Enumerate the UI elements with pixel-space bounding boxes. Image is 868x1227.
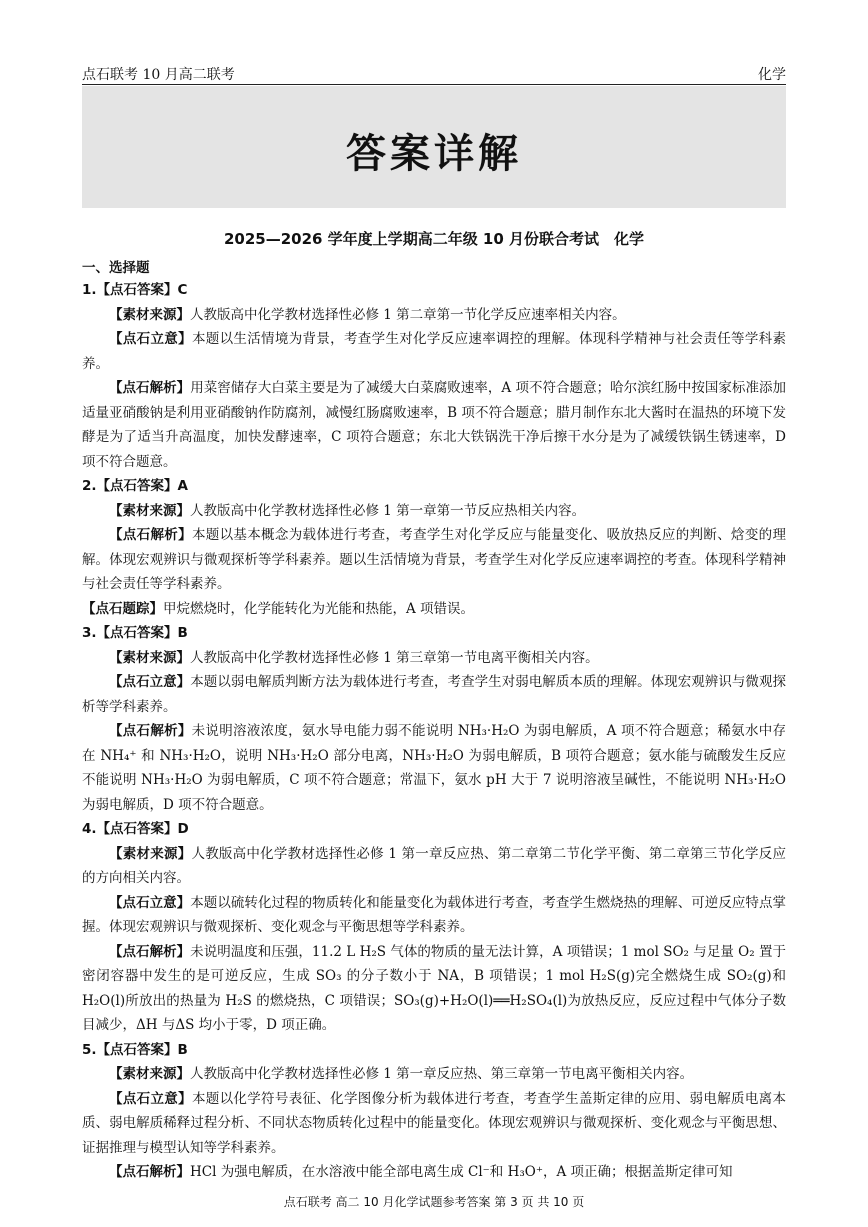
- paragraph-tag: 【点石立意】: [109, 674, 191, 690]
- paragraph-tag: 【素材来源】: [109, 845, 192, 862]
- exam-title: 2025—2026 学年度上学期高二年级 10 月份联合考试 化学: [223, 230, 645, 248]
- explanation-paragraph: [82, 670, 786, 719]
- page-footer: 点石联考 高二 10 月化学试题参考答案 第 3 页 共 10 页: [283, 1195, 585, 1209]
- explanation-paragraph: [82, 1160, 786, 1185]
- paragraph-tag: 【素材来源】: [109, 502, 190, 519]
- question-block: [82, 278, 786, 474]
- paragraph-text: 人教版高中化学教材选择性必修 1 第二章第一节化学反应速率相关内容。: [190, 306, 626, 323]
- paragraph-tag: 【点石立意】: [109, 894, 191, 911]
- question-block: [82, 817, 786, 1038]
- page-header: [82, 62, 786, 85]
- paragraph-text: 本题以化学符号表征、化学图像分析为载体进行考查，考查学生盖斯定律的应用、弱电解质电离本质、弱电解质稀释过程分析、不同状态物质转化过程中的能量变化。体现宏观辨识与微观探析、变化观念与平衡思想、证据推理与模型认知等学科素养。: [82, 1090, 786, 1156]
- paragraph-tag: 【点石解析】: [109, 943, 191, 960]
- paragraph-tag: 【点石题踪】: [82, 600, 163, 617]
- paragraph-tag: 【素材来源】: [109, 306, 190, 323]
- explanation-paragraph: [82, 523, 786, 597]
- paragraph-text: 未说明温度和压强，11.2 L H₂S 气体的物质的量无法计算，A 项错误；1 mol SO₂ 与足量 O₂ 置于密闭容器中发生的是可逆反应，生成 SO₃ 的分子数小于 NA，B 项错误；1 mol H₂S(g)完全燃烧生成 SO₂(g)和 H₂O(l)所放出的热量为 H₂S 的燃烧热，C 项错误；SO₃(g)+H₂O(l)══H₂SO₄(l)为放热反应，反应过程中气体分子数目减少，ΔH 与ΔS 均小于零，D 项正确。: [82, 943, 787, 1033]
- paragraph-tag: 【点石解析】: [109, 527, 192, 543]
- paragraph-text: 用菜窖储存大白菜主要是为了减缓大白菜腐败速率，A 项不符合题意；哈尔滨红肠中按国家标准添加适量亚硝酸钠是利用亚硝酸钠作防腐剂，减慢红肠腐败速率，B 项不符合题意；腊月制作东北大酱时在温热的环境下发酵是为了适当升高温度，加快发酵速率，C 项符合题意；东北大铁锅洗干净后擦干水分是为了减缓铁锅生锈速率，D 项不符合题意。: [82, 380, 787, 470]
- explanation-paragraph: [82, 1062, 786, 1087]
- explanation-paragraph: [82, 940, 786, 1038]
- paragraph-tag: 【点石立意】: [109, 1090, 192, 1107]
- paragraph-tag: 【点石解析】: [109, 723, 192, 739]
- paragraph-tag: 【点石立意】: [109, 331, 192, 347]
- paragraph-tag: 【点石解析】: [109, 380, 191, 396]
- question-answer-heading: 4.【点石答案】D: [82, 821, 189, 837]
- explanation-paragraph: [82, 1087, 786, 1161]
- explanation-paragraph: [82, 303, 786, 328]
- explanation-paragraph: [82, 719, 786, 817]
- question-answer-heading: 1.【点石答案】C: [82, 282, 188, 298]
- question-list: [82, 278, 786, 1185]
- explanation-paragraph: [82, 327, 786, 376]
- title-banner: [82, 86, 786, 208]
- question-block: [82, 621, 786, 817]
- paragraph-text: HCl 为强电解质，在水溶液中能全部电离生成 Cl⁻和 H₃O⁺，A 项正确；根据盖斯定律可知: [190, 1164, 733, 1180]
- question-block: [82, 1038, 786, 1185]
- explanation-paragraph: [82, 499, 786, 524]
- paragraph-text: 未说明溶液浓度，氨水导电能力弱不能说明 NH₃·H₂O 为弱电解质，A 项不符合题意；稀氨水中存在 NH₄⁺ 和 NH₃·H₂O，说明 NH₃·H₂O 部分电离，NH₃·H₂O 为弱电解质，B 项符合题意；氨水能与硫酸发生反应不能说明 NH₃·H₂O 为弱电解质，C 项不符合题意；常温下，氨水 pH 大于 7 说明溶液呈碱性，不能说明 NH₃·H₂O 为弱电解质，D 项不符合题意。: [82, 723, 787, 813]
- paragraph-tag: 【素材来源】: [109, 649, 190, 666]
- question-answer-heading: 2.【点石答案】A: [82, 478, 188, 494]
- header-subject: 化学: [758, 67, 786, 83]
- explanation-paragraph: [82, 597, 786, 622]
- question-block: [82, 474, 786, 621]
- explanation-paragraph: [82, 646, 786, 671]
- explanation-paragraph: [82, 376, 786, 474]
- paragraph-text: 人教版高中化学教材选择性必修 1 第一章反应热、第三章第一节电离平衡相关内容。: [190, 1066, 694, 1082]
- answer-content: [82, 228, 786, 1185]
- paragraph-text: 本题以硫转化过程的物质转化和能量变化为载体进行考查，考查学生燃烧热的理解、可逆反应特点掌握。体现宏观辨识与微观探析、变化观念与平衡思想等学科素养。: [82, 894, 787, 935]
- section-heading: 一、选择题: [82, 260, 150, 276]
- paragraph-text: 人教版高中化学教材选择性必修 1 第一章反应热、第二章第二节化学平衡、第二章第三节化学反应的方向相关内容。: [82, 845, 787, 886]
- explanation-paragraph: [82, 842, 786, 891]
- paragraph-text: 本题以生活情境为背景，考查学生对化学反应速率调控的理解。体现科学精神与社会责任等学科素养。: [82, 331, 786, 372]
- paragraph-text: 本题以基本概念为载体进行考查，考查学生对化学反应与能量变化、吸放热反应的判断、焓变的理解。体现宏观辨识与微观探析等学科素养。题以生活情境为背景，考查学生对化学反应速率调控的考查。体现科学精神与社会责任等学科素养。: [82, 527, 786, 592]
- question-answer-heading: 5.【点石答案】B: [82, 1041, 188, 1058]
- paragraph-text: 本题以弱电解质判断方法为载体进行考查，考查学生对弱电解质本质的理解。体现宏观辨识与微观探析等学科素养。: [82, 674, 787, 715]
- question-answer-heading: 3.【点石答案】B: [82, 625, 188, 641]
- paragraph-tag: 【素材来源】: [109, 1066, 190, 1082]
- header-exam-name: 点石联考 10 月高二联考: [82, 67, 235, 83]
- explanation-paragraph: [82, 891, 786, 940]
- paragraph-text: 人教版高中化学教材选择性必修 1 第一章第一节反应热相关内容。: [190, 502, 586, 519]
- paragraph-text: 人教版高中化学教材选择性必修 1 第三章第一节电离平衡相关内容。: [190, 649, 599, 666]
- paragraph-text: 甲烷燃烧时，化学能转化为光能和热能，A 项错误。: [163, 600, 475, 617]
- paragraph-tag: 【点石解析】: [109, 1164, 190, 1180]
- banner-title: 答案详解: [346, 130, 522, 177]
